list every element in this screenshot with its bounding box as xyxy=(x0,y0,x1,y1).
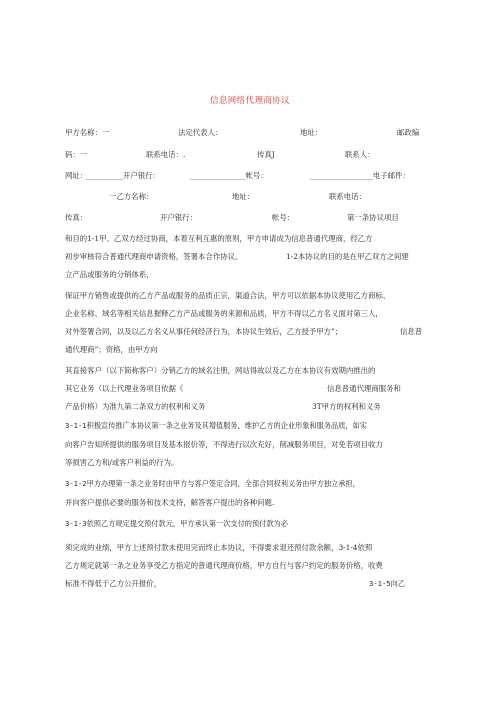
paragraph-line: 和目的1-1甲、乙双方经过协商，本着互利互惠的原则，甲方申请成为信息普通代理商，经乙方 xyxy=(65,234,373,243)
address-label: 地址： xyxy=(300,128,323,137)
paragraph-line: 3-1-1积极宣传推广本协议第一条之业务及其增值服务，维护乙方的企业形象和服务品质，如实 xyxy=(65,421,367,430)
fax-label: 传真J xyxy=(257,150,275,159)
paragraph-line: 信息普通代理商服务和 xyxy=(327,384,401,393)
paragraph-line: 等损害乙方和/或客户利益的行为。 xyxy=(65,458,179,467)
legal-rep-label: 法定代表人： xyxy=(178,128,223,137)
paragraph-line: 通代理商”；资格，由甲方向 xyxy=(65,345,158,354)
paragraph-line: 须完成的业绩，甲方上述预付款未使用完而终止本协议，不得要求退还预付款余额，3-1-4依照 xyxy=(65,543,373,552)
phone-label: 联系电话：. xyxy=(146,150,186,159)
postcode-label-cont: 码：一 xyxy=(65,150,88,159)
paragraph-line: 标准不得低于乙方公开报价， xyxy=(65,579,162,588)
paragraph-line: 3-1-3依照乙方规定提交预付款元，甲方承认第一次支付的预付款为必 xyxy=(65,519,288,528)
party-b-account-label: 帐号： xyxy=(272,213,295,222)
paragraph-line: 其直接客户（以下简称客户）分销乙方的域名注册，网站得故以及乙方在本协议有效期内推出的 xyxy=(65,366,376,375)
paragraph-line: 保证甲方销售或提供的乙方产品或服务的品质正宗，渠道合法，甲方可以依据本协议使用乙方商标、 xyxy=(65,291,391,300)
paragraph-line: 3T甲方的权利和义务 xyxy=(312,402,381,411)
website-label: 网址： xyxy=(65,171,88,180)
paragraph-line: 1-2本协议的目的是在甲乙双方之间建 xyxy=(286,252,409,261)
contact-label: 联系人： xyxy=(345,150,375,159)
article-1-heading: 第一条协议项目 xyxy=(347,213,399,222)
paragraph-line: 其它业务（以上代理业务项目依据《 xyxy=(65,384,184,393)
party-b-phone-label: 联系电话： xyxy=(329,192,366,201)
paragraph-line: 向客户告知所提供的服务项目及基本报价等，不得进行以次充好，削减服务项目，对免若项目收力 xyxy=(65,440,383,449)
party-b-fax-label: 传真： xyxy=(65,213,88,222)
paragraph-line: 信息普 xyxy=(400,327,423,336)
party-b-name-label: 一乙方名称： xyxy=(109,192,154,201)
paragraph-line: 对外签署合同，以及以乙方名义从事任何经济行为，本协议生效后，乙方授予甲方”； xyxy=(65,327,343,336)
paragraph-line: 企业名称、域名等相关信息握释乙方产品或服务的来源和品质，甲方不得以乙方名义面对第三人， xyxy=(65,309,383,318)
party-a-name-label: 甲方名称：一 xyxy=(65,128,110,137)
document-title: 信息网络代理商协议 xyxy=(209,96,291,106)
party-b-bank-label: 开户银行： xyxy=(160,213,197,222)
paragraph-line: 初步审核符合普通代理商申请资格，签署本合作协议。 xyxy=(65,252,243,261)
paragraph-line: 3-1-2甲方办理第一条之业务时由甲方与客户签定合同，全部合同权利义务由甲方独立承担， xyxy=(65,479,360,488)
paragraph-line: 产品价格）为准九第二条双方的权利和义务 xyxy=(65,402,206,411)
account-label: _______________帐号： xyxy=(190,171,268,180)
paragraph-line: 立产品或服务的分销体系， xyxy=(65,270,154,279)
postcode-label: 邮政编 xyxy=(397,128,420,137)
email-label: _________________电子邮件： xyxy=(310,171,410,180)
paragraph-line: 3-1-5向乙 xyxy=(369,579,406,588)
paragraph-line: 乙方规定就第一条之业务享受乙方指定的普通代理商价格，甲方自行与客户约定的服务价格，收费 xyxy=(65,561,383,570)
party-b-address-label: 地址： xyxy=(232,192,255,201)
paragraph-line: 并向客户提供必要的服务和技术支持，解答客户提出的各种问题. xyxy=(65,498,275,507)
bank-label: __________开户银行： xyxy=(86,171,160,180)
